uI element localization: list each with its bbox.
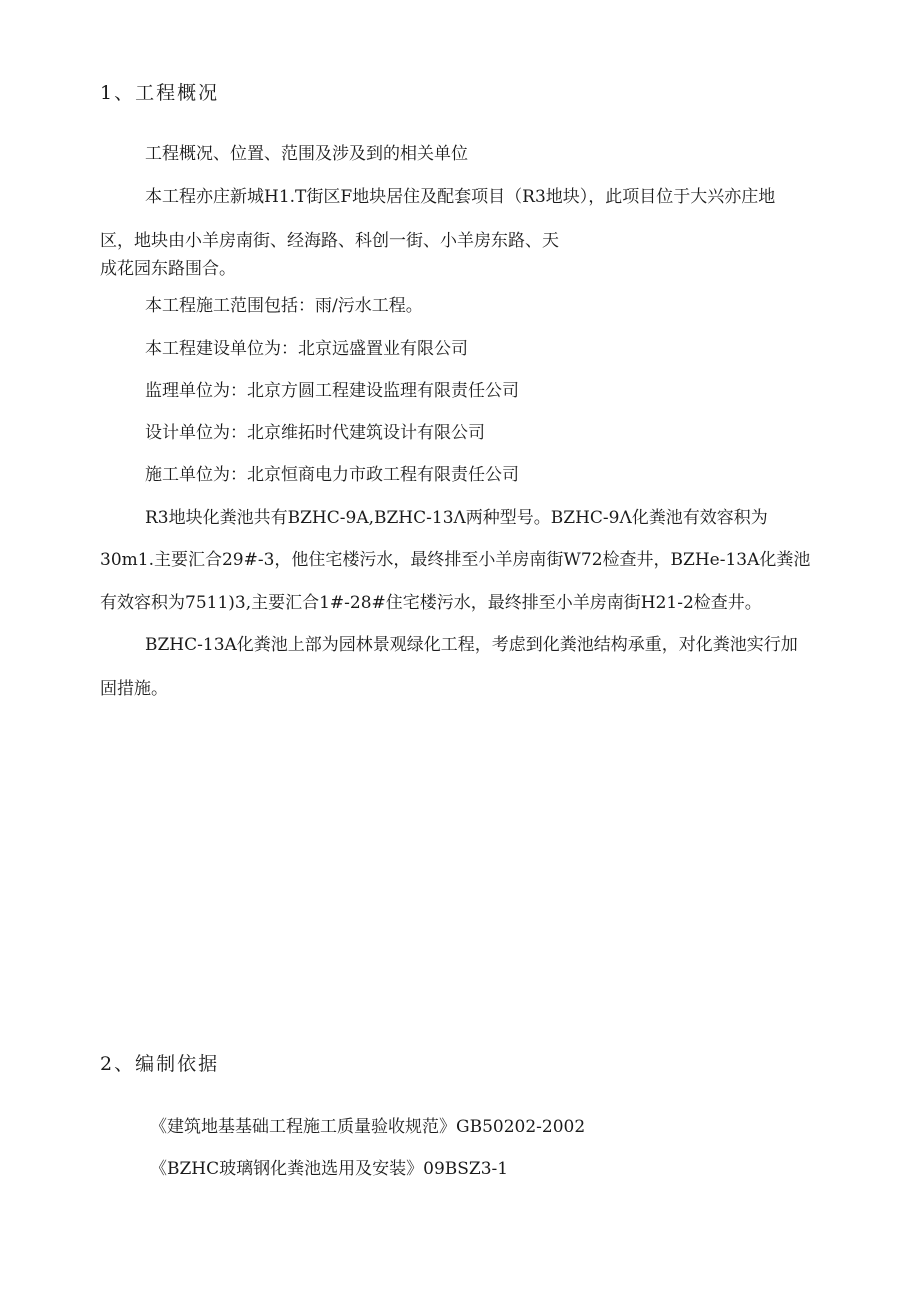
supervision-unit: 监理单位为：北京方圆工程建设监理有限责任公司 [145, 381, 519, 401]
construction-scope: 本工程施工范围包括：雨/污水工程。 [145, 296, 423, 316]
reference-item: 《建筑地基基础工程施工质量验收规范》GB50202-2002 [150, 1117, 586, 1137]
section-2-heading: 2、编制依据 [100, 1053, 220, 1075]
section-1-heading: 1、工程概况 [100, 82, 220, 104]
construction-unit: 施工单位为：北京恒商电力市政工程有限责任公司 [145, 465, 519, 485]
project-description-line-2: 区，地块由小羊房南街、经海路、科创一街、小羊房东路、天 [100, 231, 559, 251]
overview-subtitle: 工程概况、位置、范围及涉及到的相关单位 [145, 144, 468, 164]
owner-unit: 本工程建设单位为：北京远盛置业有限公司 [145, 339, 468, 359]
reinforcement-line-1: BZHC-13A化粪池上部为园林景观绿化工程，考虑到化粪池结构承重，对化粪池实行加 [145, 635, 798, 655]
project-description-line-1: 本工程亦庄新城H1.T街区F地块居住及配套项目（R3地块），此项目位于大兴亦庄地 [145, 187, 776, 207]
reinforcement-line-2: 固措施。 [100, 679, 168, 699]
septic-tank-line-1: R3地块化粪池共有BZHC-9A,BZHC-13Λ两种型号。BZHC-9Λ化粪池有效容积为 [145, 508, 768, 528]
septic-tank-line-2: 30m1.主要汇合29#-3，他住宅楼污水，最终排至小羊房南街W72检查井，BZHe-13A化粪池 [100, 550, 811, 570]
reference-item: 《BZHC玻璃钢化粪池选用及安装》09BSZ3-1 [150, 1159, 509, 1179]
project-description-line-3: 成花园东路围合。 [100, 259, 236, 279]
design-unit: 设计单位为：北京维拓时代建筑设计有限公司 [145, 423, 485, 443]
septic-tank-line-3: 有效容积为7511)3,主要汇合1#-28#住宅楼污水，最终排至小羊房南街H21-2检查井。 [100, 593, 762, 613]
